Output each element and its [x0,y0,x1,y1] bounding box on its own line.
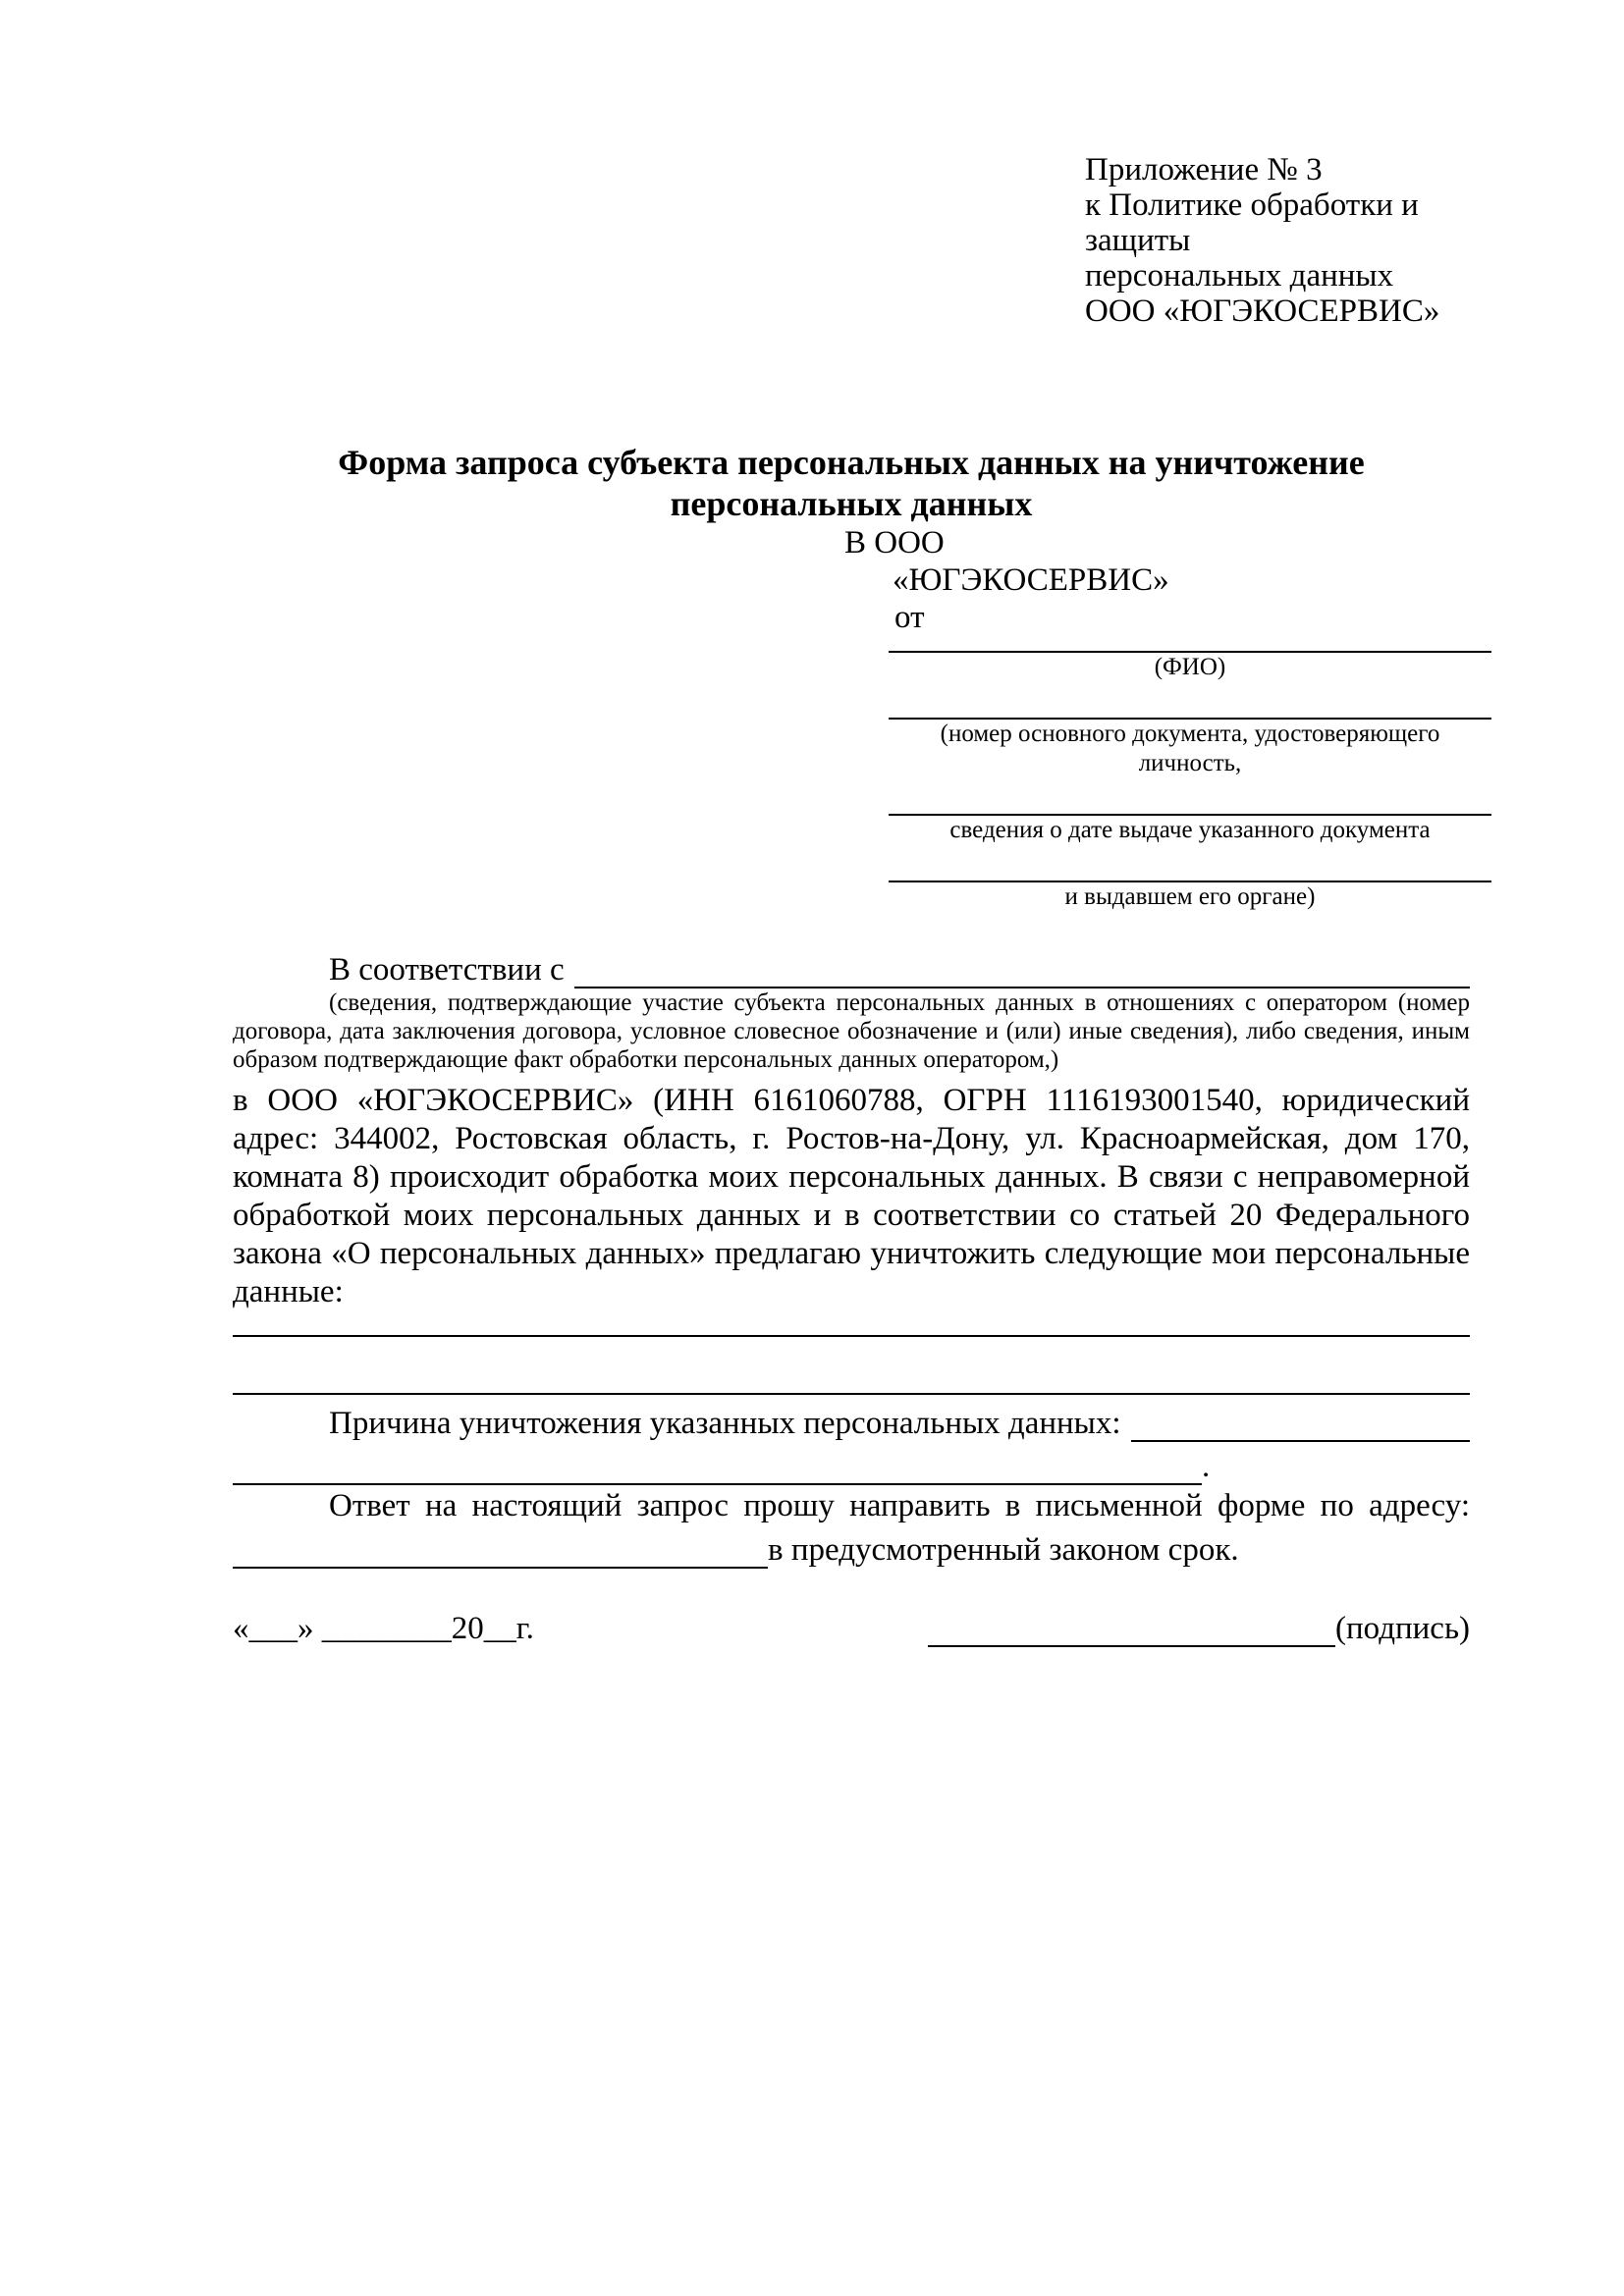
addressee-from-label: от [894,600,925,635]
date-blank: «___» ________20__г. [233,1611,534,1646]
addressee-org-line2: «ЮГЭКОСЕРВИС» [893,562,1169,598]
issuing-authority-field [889,881,1491,912]
accordance-note: (сведения, подтверждающие участие субъекта персональных данных в отношениях с оператором (номер договора, дата заключения договора, условное словесное обозначение и (или) иные сведения), либо сведения, иным образом подтверждающие факт обработки персональных данных оператором,) [233,989,1470,1073]
issuing-authority-caption: и выдавшем его органе) [1064,883,1316,910]
reason-label: Причина уничтожения указанных персональных данных: [329,1406,1121,1441]
document-title: Форма запроса субъекта персональных данных на уничтожение персональных данных [338,443,1365,523]
fio-field [889,651,1491,682]
fio-caption: (ФИО) [1154,654,1226,680]
accordance-row [233,951,1470,988]
reason-row [233,1399,1470,1442]
signature-group [928,1610,1470,1647]
appendix-line: ООО «ЮГЭКОСЕРВИС» [1085,294,1440,329]
address-blank-line [233,1534,768,1569]
appendix-line: Приложение № 3 [1085,152,1323,187]
appendix-line: к Политике обработки и защиты [1085,187,1419,258]
reason-continuation-row [233,1442,1470,1485]
answer-tail: в предусмотренный законом срок. [768,1532,1239,1568]
reason-blank-line-2 [233,1451,1202,1485]
signature-row [233,1602,1470,1647]
applicant-fields [889,651,1491,912]
accordance-lead: В соответствии с [329,952,565,988]
data-blank-line-1 [233,1311,1470,1337]
addressee-org-line1: В ООО [844,525,945,561]
signature-caption: (подпись) [1335,1611,1470,1646]
appendix-header [1085,152,1470,329]
document-number-field [889,718,1491,778]
reason-blank-line [1131,1408,1470,1442]
body-paragraph: в ООО «ЮГЭКОСЕРВИС» (ИНН 6161060788, ОГРН 1116193001540, юридический адрес: 344002, Ростовская область, г. Ростов-на-Дону, ул. Красноармейская, дом 170, комната 8) происходит обработка моих персональных данных. В связи с неправомерной обработкой моих персональных данных и в соответствии со статьей 20 Федерального закона «О персональных данных» предлагаю уничтожить следующие мои персональные данные: [233,1083,1470,1309]
document-number-caption: (номер основного документа, удостоверяющего личность, [940,721,1440,776]
answer-paragraph: Ответ на настоящий запрос прошу направить в письменной форме по адресу: [329,1488,1470,1523]
data-blank-line-2 [233,1337,1470,1395]
reason-period: . [1202,1449,1211,1484]
appendix-line: персональных данных [1085,258,1394,294]
issue-date-field [889,814,1491,845]
signature-blank-line [928,1613,1335,1647]
answer-address-row [233,1525,1470,1569]
issue-date-caption: сведения о дате выдаче указанного документа [949,817,1431,843]
accordance-blank-line [574,954,1470,988]
